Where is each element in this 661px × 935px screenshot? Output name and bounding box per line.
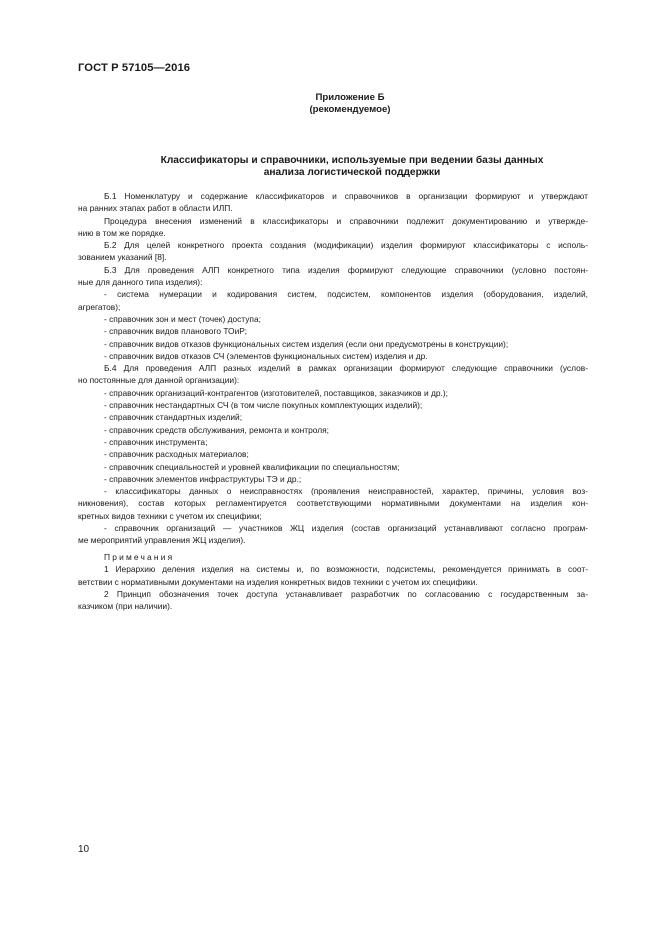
list-item-line: никновения), состав которых регламентируется соответствующими нормативными документами на изделия кон- (78, 498, 588, 509)
section-heading-line-2: анализа логистической поддержки (263, 167, 441, 178)
notes-label: Примечания (104, 552, 175, 563)
list-item-line: агрегатов); (78, 301, 121, 312)
list-item-line: - справочник нестандартных СЧ (в том числе покупных комплектующих изделий); (104, 400, 423, 411)
list-item-line: - справочник видов планового ТОиР; (104, 326, 247, 337)
list-item-line: - справочник стандартных изделий; (104, 412, 243, 423)
note-line: казчиком (при наличии). (78, 601, 173, 612)
paragraph-line: зованием указаний [8]. (78, 252, 167, 263)
paragraph-line: на ранних этапах работ в области ИЛП. (78, 203, 233, 214)
appendix-title: Приложение Б (315, 92, 385, 103)
paragraph-line: ные для данного типа изделия): (78, 277, 203, 288)
list-item-line: - справочник видов отказов функциональных систем изделия (если они предусмотрены в конструкции); (104, 338, 509, 349)
paragraph-line: Б.3 Для проведения АЛП конкретного типа изделия формируют следующие справочники (условно постоян- (104, 264, 588, 275)
note-line: ветствии с нормативными документами на изделия конкретных видов техники с учетом их специфики. (78, 576, 478, 587)
list-item-line: - справочник организаций-контрагентов (изготовителей, поставщиков, заказчиков и др.); (104, 387, 448, 398)
document-code: ГОСТ Р 57105—2016 (78, 62, 191, 74)
list-item-line: - справочник расходных материалов; (104, 449, 249, 460)
list-item-line: - справочник элементов инфраструктуры ТЭ и др.; (104, 473, 302, 484)
paragraph-line: Процедура внесения изменений в классификаторы и справочники подлежит документированию и утвержде- (104, 215, 588, 226)
note-line: 1 Иерархию деления изделия на системы и, по возможности, подсистемы, рекомендуется принимать в соот- (104, 564, 588, 575)
paragraph-line: Б.1 Номенклатуру и содержание классификаторов и справочников в организации формируют и утверждают (104, 191, 588, 201)
appendix-subtitle: (рекомендуемое) (309, 104, 391, 115)
list-item-line: - справочник средств обслуживания, ремонта и контроля; (104, 424, 329, 435)
list-item-line: кретных видов техники с учетом их специфики; (78, 510, 262, 521)
list-item-line: - справочник видов отказов СЧ (элементов функциональных систем) изделия и др. (104, 350, 428, 361)
paragraph-line: нию в том же порядке. (78, 227, 166, 238)
paragraph-line: но постоянные для данной организации): (78, 375, 240, 386)
list-item-line: ме мероприятий управления ЖЦ изделия). (78, 535, 246, 546)
body-text (78, 190, 588, 613)
list-item-line: - справочник специальностей и уровней квалификации по специальностям; (104, 461, 400, 472)
paragraph-line: Б.2 Для целей конкретного проекта создания (модификации) изделия формируют классификаторы с исполь- (104, 240, 588, 251)
page-number: 10 (78, 844, 90, 855)
paragraph-line: Б.4 Для проведения АЛП разных изделий в рамках организации формируют следующие справочники (услов- (104, 363, 588, 374)
list-item-line: - справочник инструмента; (104, 436, 208, 447)
note-line: 2 Принцип обозначения точек доступа устанавливает разработчик по согласованию с государственным за- (104, 589, 588, 599)
section-heading-line-1: Классификаторы и справочники, используемые при ведении базы данных (160, 155, 544, 166)
list-item-line: - система нумерации и кодирования систем, подсистем, компонентов изделия (оборудования, изделий, (104, 289, 588, 300)
list-item-line: - справочник организаций — участников ЖЦ изделия (состав организаций устанавливают согласно програм- (104, 523, 588, 534)
list-item-line: - справочник зон и мест (точек) доступа; (104, 313, 261, 324)
list-item-line: - классификаторы данных о неисправностях (проявления неисправностей, характер, причины, условия воз- (104, 486, 588, 497)
